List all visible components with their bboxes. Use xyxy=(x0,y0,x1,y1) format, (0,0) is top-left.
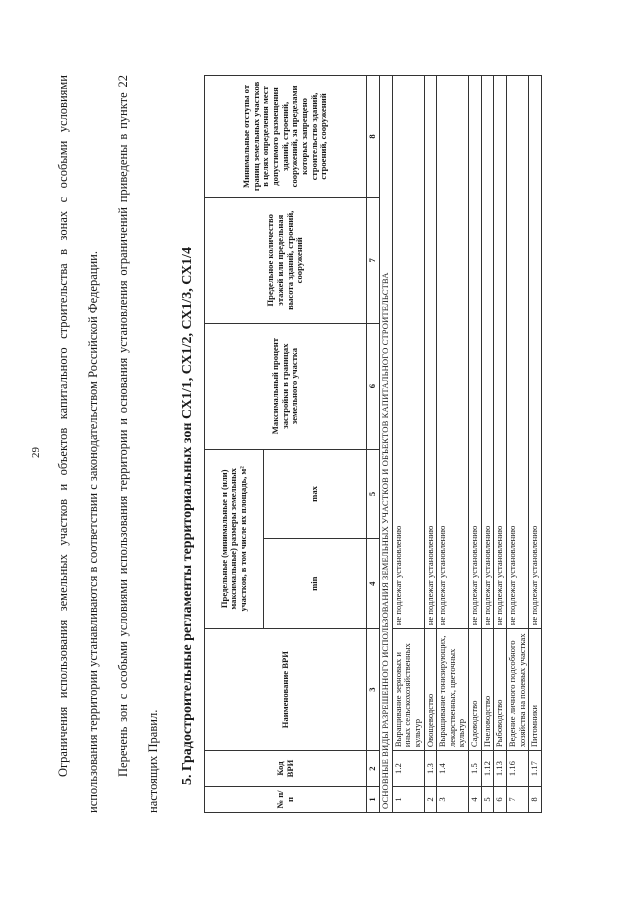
header-name: Наименование ВРИ xyxy=(205,629,367,751)
page-number: 29 xyxy=(30,447,42,458)
row-code: 1.17 xyxy=(529,751,542,787)
table-row xyxy=(437,76,469,813)
table-row xyxy=(481,76,494,813)
header-setback: Минимальные отступы от границ земельных участков в целях определения мест допустимого размещения зданий, строений, сооружений, за пределами которых запрещено строительство зданий, строений, сооружений xyxy=(205,76,367,198)
row-code: 1.4 xyxy=(437,751,469,787)
row-value: не подлежат установлению xyxy=(437,76,469,629)
row-name: Питомники xyxy=(529,629,542,751)
column-number: 2 xyxy=(367,751,380,787)
row-value: не подлежат установлению xyxy=(469,76,482,629)
row-name: Садоводство xyxy=(469,629,482,751)
row-value: не подлежат установлению xyxy=(494,76,507,629)
column-number: 5 xyxy=(367,449,380,539)
column-number: 3 xyxy=(367,629,380,751)
paragraph-restrictions: Ограничения использования земельных участков и объектов капитального строительства в зонах с особыми условиями использования территории устанавливаются в соответствии с законодательством Российской Федерации. xyxy=(56,75,100,813)
row-name: Ведение личного подсобного хозяйства на полевых участках xyxy=(506,629,528,751)
header-percent: Максимальный процент застройки в границах земельного участка xyxy=(205,323,367,449)
table-row xyxy=(506,76,528,813)
row-name: Пчеловодство xyxy=(481,629,494,751)
row-value: не подлежат установлению xyxy=(392,76,424,629)
row-number: 5 xyxy=(481,787,494,813)
section-title: 5. Градостроительные регламенты территориальных зон СХ1/1, СХ1/2, СХ1/3, СХ1/4 xyxy=(180,247,195,785)
row-number: 2 xyxy=(424,787,437,813)
row-value: не подлежат установлению xyxy=(506,76,528,629)
row-number: 8 xyxy=(529,787,542,813)
row-code: 1.5 xyxy=(469,751,482,787)
table-row xyxy=(469,76,482,813)
row-code: 1.2 xyxy=(392,751,424,787)
header-size xyxy=(205,449,264,629)
column-number: 7 xyxy=(367,197,380,323)
header-floors: Предельное количество этажей или предельная высота зданий, строений, сооружений xyxy=(205,197,367,323)
header-num: № п/п xyxy=(205,787,367,813)
table-row xyxy=(529,76,542,813)
column-number: 4 xyxy=(367,539,380,629)
column-number: 6 xyxy=(367,323,380,449)
header-code: Код ВРИ xyxy=(205,751,367,787)
row-name: Выращивание зерновых и иных сельскохозяйственных культур xyxy=(392,629,424,751)
row-name: Рыбоводство xyxy=(494,629,507,751)
row-number: 1 xyxy=(392,787,424,813)
row-value: не подлежат установлению xyxy=(424,76,437,629)
row-number: 4 xyxy=(469,787,482,813)
row-code: 1.12 xyxy=(481,751,494,787)
row-name: Овощеводство xyxy=(424,629,437,751)
row-code: 1.3 xyxy=(424,751,437,787)
table-row xyxy=(424,76,437,813)
table-row xyxy=(494,76,507,813)
row-number: 3 xyxy=(437,787,469,813)
regulations-table xyxy=(204,75,542,813)
row-number: 6 xyxy=(494,787,507,813)
header-size-text: Предельные (минимальные и (или) максимальные) размеры земельных участков, в том числе их площадь, м² xyxy=(218,466,248,612)
paragraph-zone-list: Перечень зон с особыми условиями использования территории и основания установления ограничений приведены в пункте 22 настоящих Правил. xyxy=(116,75,160,813)
row-value: не подлежат установлению xyxy=(529,76,542,629)
row-number: 7 xyxy=(506,787,528,813)
header-max: max xyxy=(264,449,367,539)
section-band: ОСНОВНЫЕ ВИДЫ РАЗРЕШЕННОГО ИСПОЛЬЗОВАНИЯ ЗЕМЕЛЬНЫХ УЧАСТКОВ И ОБЪЕКТОВ КАПИТАЛЬНОГО СТРОИТЕЛЬСТВА xyxy=(380,76,393,813)
row-value: не подлежат установлению xyxy=(481,76,494,629)
row-code: 1.16 xyxy=(506,751,528,787)
column-number: 8 xyxy=(367,76,380,198)
table-row xyxy=(392,76,424,813)
column-number: 1 xyxy=(367,787,380,813)
row-name: Выращивание тонизирующих, лекарственных, цветочных культур xyxy=(437,629,469,751)
header-min: min xyxy=(264,539,367,629)
row-code: 1.13 xyxy=(494,751,507,787)
